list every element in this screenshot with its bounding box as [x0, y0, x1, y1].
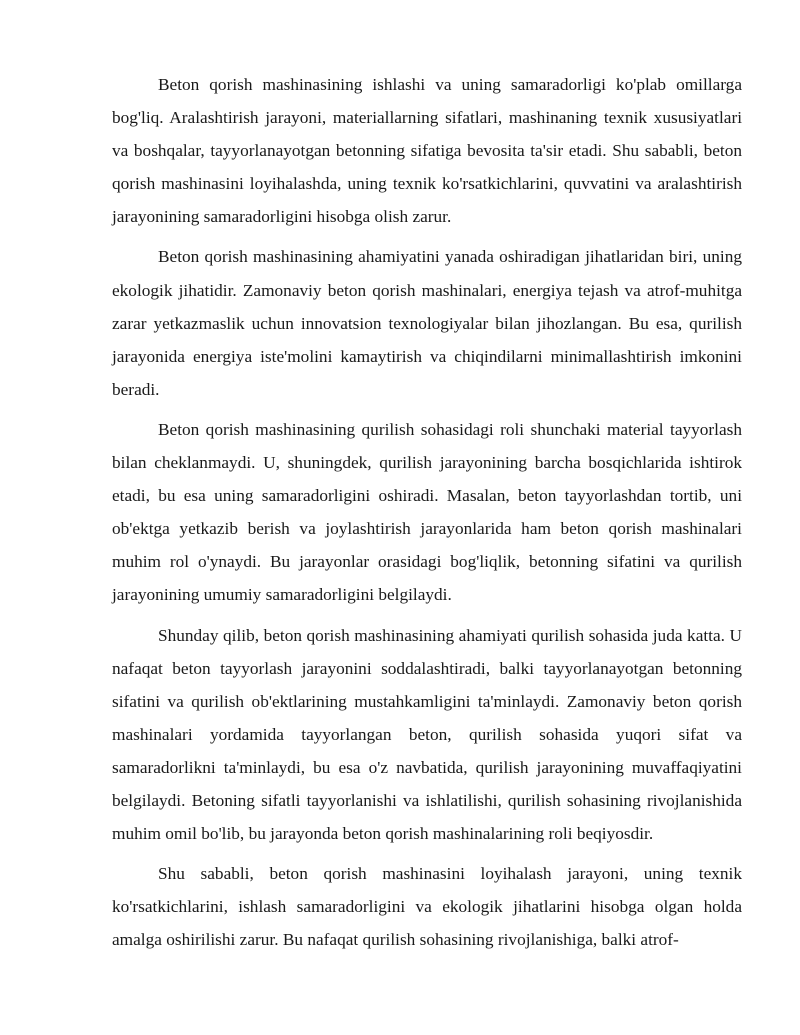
paragraph-1: Beton qorish mashinasining ishlashi va uning samaradorligi ko'plab omillarga bog'liq. Aralashtirish jarayoni, materiallarning sifatlari, mashinaning texnik xususiyatlari va boshqalar, tayyorlanayotgan betonning sifatiga bevosita ta'sir etadi. Shu sababli, beton qorish mashinasini loyihalashda, uning texnik ko'rsatkichlarini, quvvatini va aralashtirish jarayonining samaradorligini hisobga olish zarur. [112, 75, 742, 227]
paragraph-4: Shunday qilib, beton qorish mashinasining ahamiyati qurilish sohasida juda katta. U nafaqat beton tayyorlash jarayonini soddalashtiradi, balki tayyorlanayotgan betonning sifatini va qurilish ob'ektlarining mustahkamligini ta'minlaydi. Zamonaviy beton qorish mashinalari yordamida tayyorlangan beton, qurilish sohasida yuqori sifat va samaradorlikni ta'minlaydi, bu esa o'z navbatida, qurilish jarayonining muvaffaqiyatini belgilaydi. Betoning sifatli tayyorlanishi va ishlatilishi, qurilish sohasining rivojlanishida muhim omil bo'lib, bu jarayonda beton qorish mashinalarining roli beqiyosdir. [112, 625, 742, 844]
document-page [112, 68, 742, 963]
paragraph-3: Beton qorish mashinasining qurilish sohasidagi roli shunchaki material tayyorlash bilan cheklanmaydi. U, shuningdek, qurilish jarayonining barcha bosqichlarida ishtirok etadi, bu esa uning samaradorligini oshiradi. Masalan, beton tayyorlashdan tortib, uni ob'ektga yetkazib berish va joylashtirish jarayonlarida ham beton qorish mashinalari muhim rol o'ynaydi. Bu jarayonlar orasidagi bog'liqlik, betonning sifatini va qurilish jarayonining umumiy samaradorligini belgilaydi. [112, 419, 742, 605]
paragraph-2: Beton qorish mashinasining ahamiyatini yanada oshiradigan jihatlaridan biri, uning ekologik jihatidir. Zamonaviy beton qorish mashinalari, energiya tejash va atrof-muhitga zarar yetkazmaslik uchun innovatsion texnologiyalar bilan jihozlangan. Bu esa, qurilish jarayonida energiya iste'molini kamaytirish va chiqindilarni minimallashtirish imkonini beradi. [112, 247, 742, 399]
paragraph-5: Shu sababli, beton qorish mashinasini loyihalash jarayoni, uning texnik ko'rsatkichlarini, ishlash samaradorligini va ekologik jihatlarini hisobga olgan holda amalga oshirilishi zarur. Bu nafaqat qurilish sohasining rivojlanishiga, balki atrof- [112, 864, 742, 950]
